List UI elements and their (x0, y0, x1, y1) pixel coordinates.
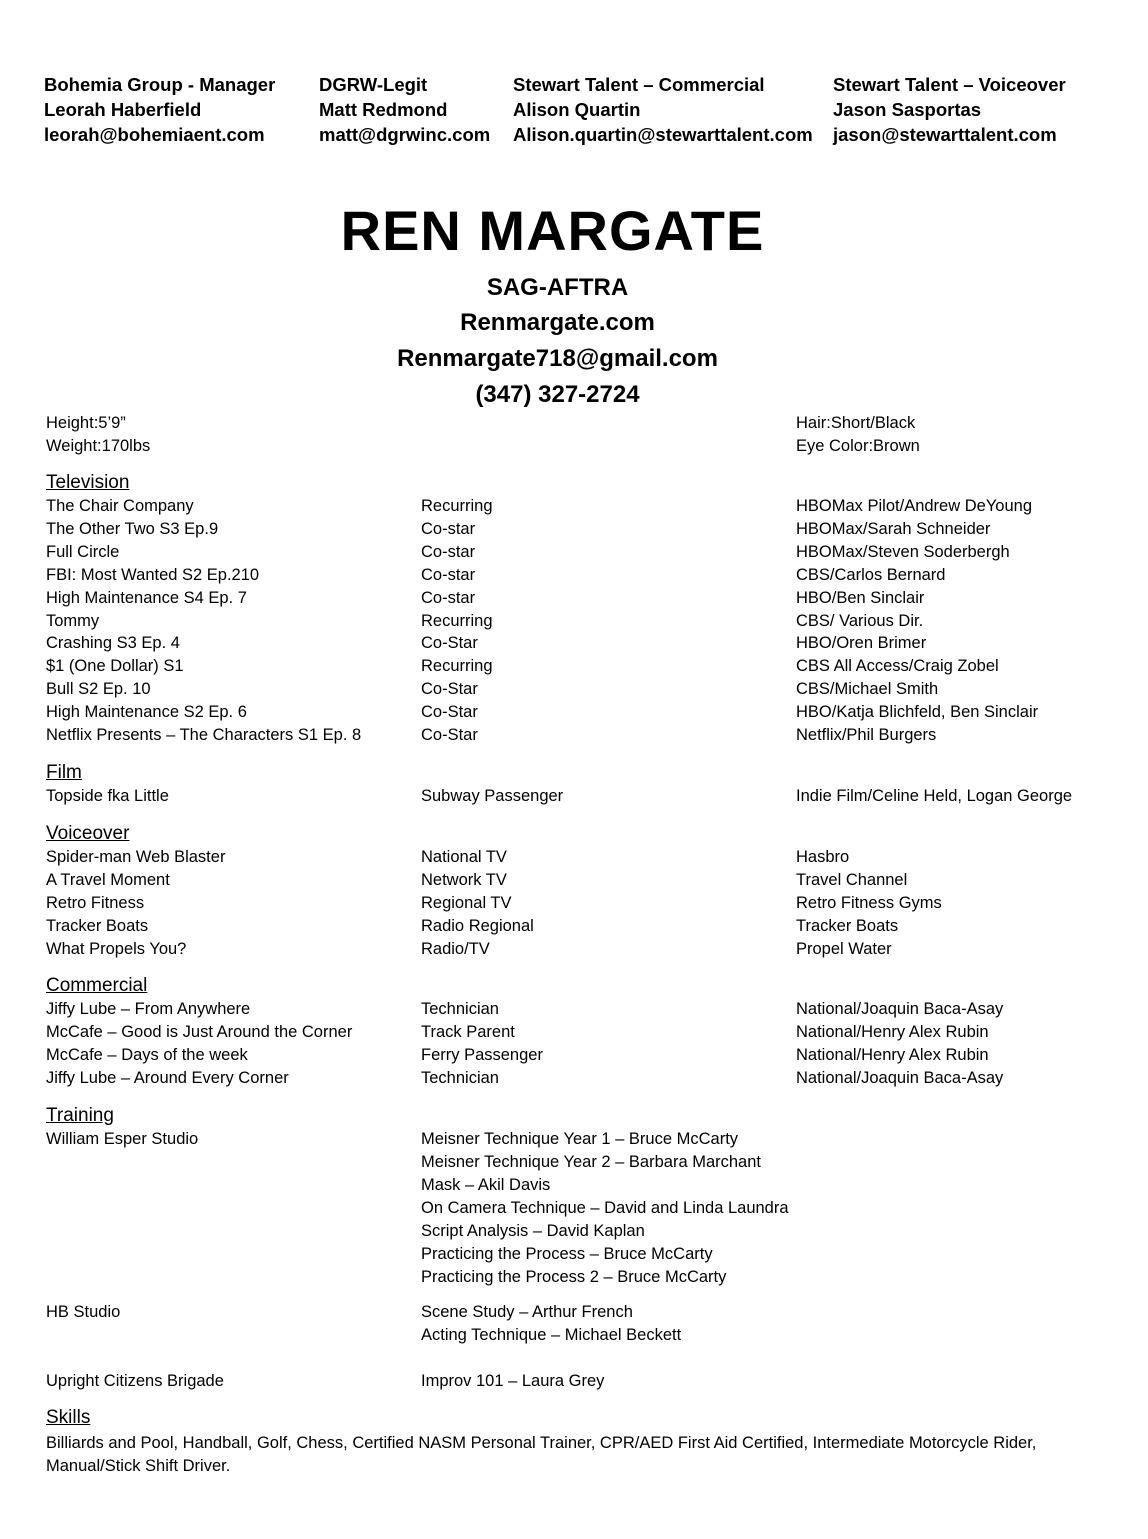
agent-contacts (44, 72, 1114, 152)
film-project: Topside fka Little (46, 787, 169, 805)
commercial-production: National/Henry Alex Rubin (796, 1045, 989, 1064)
television-project: Tommy (46, 611, 100, 630)
television-production: CBS All Access/Craig Zobel (796, 657, 999, 676)
television-production: HBO/Ben Sinclair (796, 588, 925, 607)
contact-email[interactable]: Alison.quartin@stewarttalent.com (513, 124, 813, 145)
television-role: Co-Star (421, 726, 478, 744)
television-role: Co-star (421, 519, 476, 538)
television-production: CBS/ Various Dir. (796, 611, 924, 630)
eye-color-stat: Eye Color:Brown (796, 437, 920, 455)
commercial-role: Track Parent (421, 1022, 515, 1041)
contact-stewart-commercial (513, 72, 813, 147)
training-course: Script Analysis – David Kaplan (421, 1222, 645, 1240)
training-course: Improv 101 – Laura Grey (421, 1372, 605, 1390)
contact-email[interactable]: matt@dgrwinc.com (319, 124, 491, 145)
television-role: Co-star (421, 542, 476, 561)
voiceover-production: Propel Water (796, 939, 892, 958)
section-heading-film: Film (46, 762, 82, 783)
commercial-production: National/Henry Alex Rubin (796, 1022, 989, 1041)
training-course: Practicing the Process – Bruce McCarty (421, 1245, 713, 1263)
section-heading-television: Television (46, 472, 130, 493)
contact-stewart-voiceover (833, 72, 1066, 147)
contact-person: Jason Sasportas (833, 99, 982, 120)
email-link[interactable]: Renmargate718@gmail.com (397, 345, 718, 372)
contact-person: Leorah Haberfield (44, 99, 202, 120)
voiceover-project: Tracker Boats (46, 916, 149, 935)
television-production: HBOMax/Steven Soderbergh (796, 542, 1010, 561)
contact-dgrw (319, 72, 490, 147)
voiceover-project: A Travel Moment (46, 870, 170, 889)
television-role: Recurring (421, 497, 493, 515)
height-stat: Height:5’9” (46, 414, 126, 432)
television-production: HBOMax/Sarah Schneider (796, 519, 991, 538)
television-project: High Maintenance S4 Ep. 7 (46, 588, 247, 607)
union-affiliation: SAG-AFTRA (486, 274, 629, 301)
voiceover-production: Hasbro (796, 848, 850, 866)
voiceover-project: Spider-man Web Blaster (46, 848, 226, 866)
contact-agency: Bohemia Group - Manager (44, 74, 276, 95)
voiceover-role: Network TV (421, 870, 507, 889)
television-project: $1 (One Dollar) S1 (46, 657, 184, 676)
skills-text: Billiards and Pool, Handball, Golf, Chess, Certified NASM Personal Trainer, CPR/AED First Aid Certified, Intermediate Motorcycle Rider, Manual/Stick Shift Driver. (46, 1434, 1037, 1475)
television-role: Co-star (421, 588, 476, 607)
training-course: On Camera Technique – David and Linda Laundra (421, 1199, 789, 1217)
training-course: Practicing the Process 2 – Bruce McCarty (421, 1268, 727, 1286)
weight-stat: Weight:170lbs (46, 437, 151, 455)
commercial-project: McCafe – Days of the week (46, 1045, 248, 1064)
commercial-production: National/Joaquin Baca-Asay (796, 1000, 1004, 1018)
training-school: William Esper Studio (46, 1130, 199, 1148)
commercial-role: Technician (421, 1000, 499, 1018)
television-role: Co-Star (421, 680, 478, 699)
voiceover-role: National TV (421, 848, 507, 866)
contact-agency: Stewart Talent – Commercial (513, 74, 765, 95)
television-project: High Maintenance S2 Ep. 6 (46, 703, 247, 722)
voiceover-role: Radio Regional (421, 916, 534, 935)
contact-email[interactable]: leorah@bohemiaent.com (44, 124, 265, 145)
section-heading-commercial: Commercial (46, 975, 148, 996)
contact-email[interactable]: jason@stewarttalent.com (833, 124, 1057, 145)
television-project: Crashing S3 Ep. 4 (46, 634, 180, 653)
commercial-project: Jiffy Lube – Around Every Corner (46, 1068, 289, 1087)
television-production: Netflix/Phil Burgers (796, 726, 937, 744)
training-course: Acting Technique – Michael Beckett (421, 1326, 682, 1344)
voiceover-production: Retro Fitness Gyms (796, 893, 942, 912)
film-role: Subway Passenger (421, 787, 564, 805)
television-role: Recurring (421, 611, 493, 630)
voiceover-project: What Propels You? (46, 939, 187, 958)
voiceover-project: Retro Fitness (46, 893, 145, 912)
television-production: HBO/Oren Brimer (796, 634, 927, 653)
contact-agency: Stewart Talent – Voiceover (833, 74, 1066, 95)
commercial-role: Technician (421, 1068, 499, 1087)
contact-person: Alison Quartin (513, 99, 641, 120)
commercial-project: Jiffy Lube – From Anywhere (46, 1000, 251, 1018)
television-production: CBS/Michael Smith (796, 680, 939, 699)
training-school: Upright Citizens Brigade (46, 1372, 224, 1390)
voiceover-production: Tracker Boats (796, 916, 899, 935)
training-course: Meisner Technique Year 2 – Barbara Marchant (421, 1153, 761, 1171)
television-project: Full Circle (46, 542, 120, 561)
television-project: Netflix Presents – The Characters S1 Ep. 8 (46, 726, 362, 744)
voiceover-production: Travel Channel (796, 870, 908, 889)
voiceover-role: Radio/TV (421, 939, 490, 958)
commercial-project: McCafe – Good is Just Around the Corner (46, 1022, 353, 1041)
commercial-production: National/Joaquin Baca-Asay (796, 1068, 1004, 1087)
television-project: The Other Two S3 Ep.9 (46, 519, 219, 538)
television-project: FBI: Most Wanted S2 Ep.210 (46, 565, 260, 584)
commercial-role: Ferry Passenger (421, 1045, 543, 1064)
training-course: Meisner Technique Year 1 – Bruce McCarty (421, 1130, 739, 1148)
training-course: Mask – Akil Davis (421, 1176, 551, 1194)
section-heading-training: Training (46, 1105, 114, 1126)
television-role: Recurring (421, 657, 493, 676)
hair-stat: Hair:Short/Black (796, 414, 916, 432)
phone-number: (347) 327-2724 (475, 381, 640, 408)
training-course: Scene Study – Arthur French (421, 1303, 633, 1321)
television-production: CBS/Carlos Bernard (796, 565, 946, 584)
section-heading-voiceover: Voiceover (46, 823, 130, 844)
contact-person: Matt Redmond (319, 99, 448, 120)
contact-agency: DGRW-Legit (319, 74, 428, 95)
television-role: Co-Star (421, 634, 478, 653)
section-heading-skills: Skills (46, 1407, 91, 1428)
contact-bohemia (44, 72, 275, 147)
actor-name: REN MARGATE (340, 199, 765, 262)
website-link[interactable]: Renmargate.com (460, 309, 655, 336)
television-role: Co-star (421, 565, 476, 584)
television-project: Bull S2 Ep. 10 (46, 680, 151, 699)
television-production: HBO/Katja Blichfeld, Ben Sinclair (796, 703, 1039, 722)
television-role: Co-Star (421, 703, 478, 722)
voiceover-role: Regional TV (421, 893, 512, 912)
training-school: HB Studio (46, 1303, 121, 1321)
film-production: Indie Film/Celine Held, Logan George (796, 787, 1073, 805)
television-project: The Chair Company (46, 497, 194, 515)
television-production: HBOMax Pilot/Andrew DeYoung (796, 497, 1033, 515)
